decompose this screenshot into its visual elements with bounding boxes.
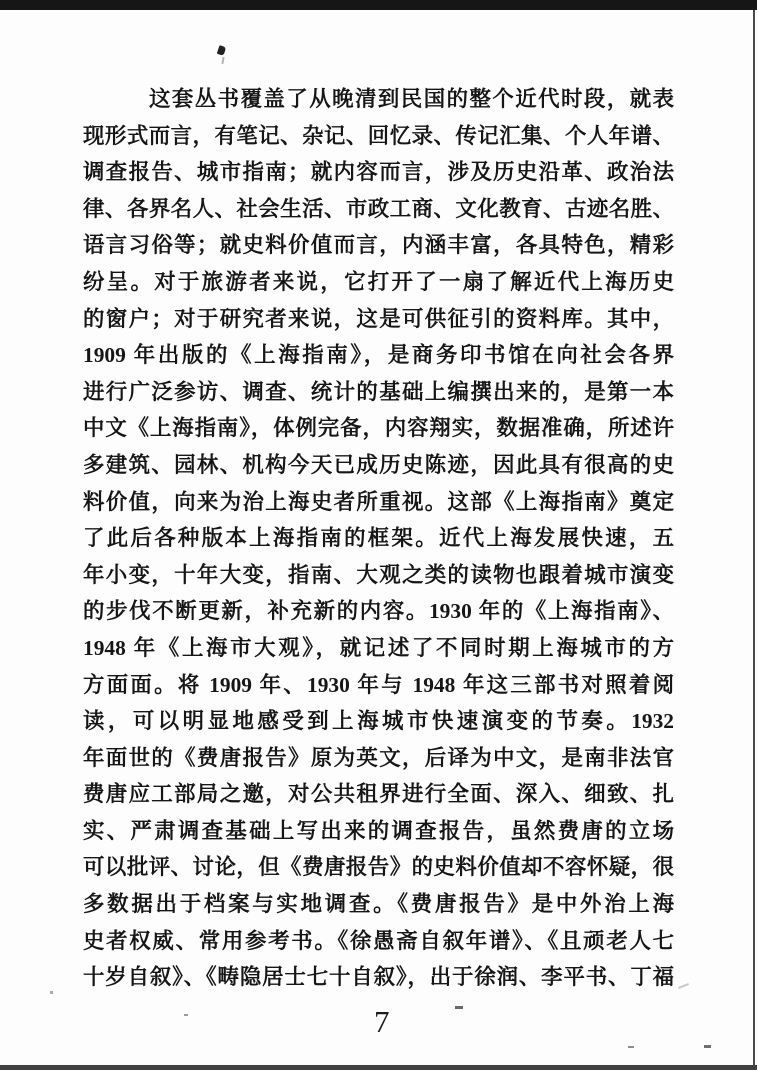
text-line: 料价值，向来为治上海史者所重视。这部《上海指南》奠定 [83,489,674,514]
scan-edge-bottom [0,1065,757,1070]
text-line: 的窗户；对于研究者来说，这是可供征引的资料库。其中， [83,306,674,331]
text-line: 多数据出于档案与实地调查。《费唐报告》是中外治上海 [83,892,674,917]
scan-artifact-speck [704,1045,711,1048]
text-line: 费唐应工部局之邀，对公共租界进行全面、深入、细致、扎 [83,782,674,807]
text-line: 进行广泛参访、调查、统计的基础上编撰出来的，是第一本 [83,379,674,404]
scan-artifact-speck [221,57,224,64]
text-line: 1948 年《上海市大观》，就记述了不同时期上海城市的方 [83,635,674,660]
text-line: 语言习俗等；就史料价值而言，内涵丰富，各具特色，精彩 [83,233,674,258]
page-number: 7 [374,1004,390,1039]
text-line: 年小变，十年大变，指南、大观之类的读物也跟着城市演变 [83,562,674,587]
text-line: 1909 年出版的《上海指南》，是商务印书馆在向社会各界 [83,343,674,368]
scan-artifact-speck [628,1046,634,1048]
scan-artifact-speck [455,1006,463,1009]
scan-artifact-speck [217,45,226,56]
scan-edge-right [753,10,755,1065]
text-line: 律、各界名人、社会生活、市政工商、文化教育、古迹名胜、 [83,196,674,221]
text-line: 中文《上海指南》，体例完备，内容翔实，数据准确，所述许 [83,416,674,441]
text-line: 这套丛书覆盖了从晚清到民国的整个近代时段，就表 [149,87,674,111]
scan-artifact-speck [50,991,53,994]
body-text-paragraph [83,81,674,996]
text-line: 年面世的《费唐报告》原为英文，后译为中文，是南非法官 [83,745,674,770]
text-line: 史者权威、常用参考书。《徐愚斋自叙年谱》、《且顽老人七 [83,928,674,953]
text-line: 了此后各种版本上海指南的框架。近代上海发展快速，五 [83,526,674,551]
text-line: 多建筑、园林、机构今天已成历史陈迹，因此具有很高的史 [83,452,674,477]
scan-artifact-speck [678,983,689,989]
scan-edge-top [0,0,757,10]
text-line: 读，可以明显地感受到上海城市快速演变的节奏。1932 [83,709,674,734]
text-line: 现形式而言，有笔记、杂记、回忆录、传记汇集、个人年谱、 [83,123,674,148]
text-line: 调查报告、城市指南；就内容而言，涉及历史沿革、政治法 [83,160,674,185]
scan-artifact-speck [184,1014,188,1016]
text-line: 方面面。将 1909 年、1930 年与 1948 年这三部书对照着阅 [83,672,674,697]
text-line: 可以批评、讨论，但《费唐报告》的史料价值却不容怀疑，很 [83,855,674,880]
text-line: 纷呈。对于旅游者来说，它打开了一扇了解近代上海历史 [83,269,674,294]
text-line: 十岁自叙》、《畴隐居士七十自叙》，出于徐润、李平书、丁福 [83,965,674,990]
text-line: 实、严肃调查基础上写出来的调查报告，虽然费唐的立场 [83,818,674,843]
text-line: 的步伐不断更新，补充新的内容。1930 年的《上海指南》、 [83,599,674,624]
